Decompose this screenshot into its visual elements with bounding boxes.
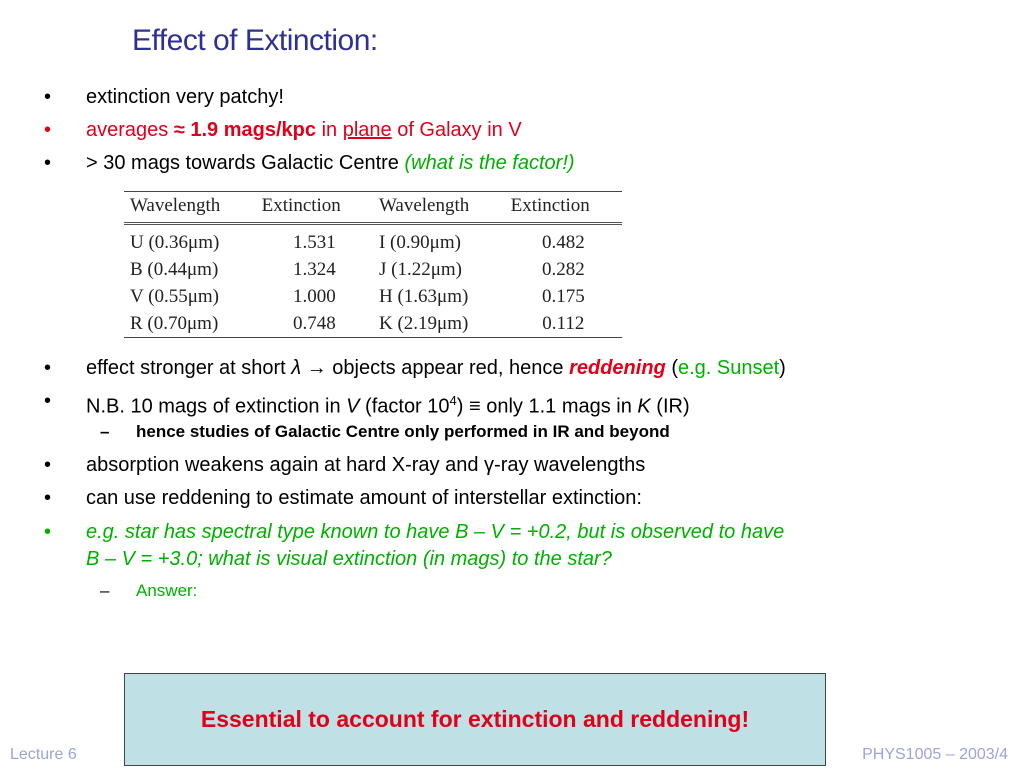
bullet-text	[86, 355, 786, 381]
bullet-text	[86, 117, 522, 143]
callout-text: Essential to account for extinction and reddening!	[200, 706, 750, 732]
extinction-table	[124, 191, 622, 338]
table-row	[124, 256, 622, 283]
lambda-symbol: λ	[291, 357, 302, 379]
footer-left: Lecture 6	[10, 746, 77, 763]
text-run: N.B. 10 mags of extinction in	[86, 395, 347, 418]
question-note: (what is the factor!)	[404, 152, 575, 174]
bullet-marker: •	[44, 86, 52, 108]
bullet-text: can use reddening to estimate amount of interstellar extinction:	[86, 487, 642, 509]
table-cell: J (1.22μm)	[378, 258, 462, 280]
exponent: 4	[449, 393, 457, 408]
v-band: V	[346, 395, 360, 418]
bullet-text: absorption weakens again at hard X-ray and γ-ray wavelengths	[86, 454, 646, 476]
k-band: K	[637, 395, 651, 418]
bullet-text	[86, 150, 575, 176]
table-cell: R (0.70μm)	[130, 312, 219, 334]
table-cell: 0.112	[542, 312, 585, 334]
text-run: ) ≡ only 1.1 mags in	[456, 395, 638, 418]
text-run: averages	[86, 119, 174, 141]
footer-right: PHYS1005 – 2003/4	[862, 746, 1008, 763]
table-row	[124, 283, 622, 310]
bullet-text: extinction very patchy!	[86, 86, 284, 108]
table-cell: 1.000	[292, 285, 336, 307]
table-cell: 0.748	[292, 312, 336, 334]
text-run: (	[665, 357, 678, 379]
table-cell: I (0.90μm)	[378, 231, 461, 253]
bullet-marker: •	[44, 454, 52, 476]
dash-marker: –	[100, 581, 110, 600]
bullet-text-line-1: e.g. star has spectral type known to have B – V = +0.2, but is observed to have	[86, 521, 785, 543]
table-row	[124, 310, 622, 338]
text-run: (IR)	[650, 395, 690, 418]
text-run: of Galaxy in V	[391, 119, 522, 141]
table-cell: 0.175	[541, 285, 585, 307]
table-cell: U (0.36μm)	[130, 231, 220, 253]
text-run: in	[316, 119, 343, 141]
arrow-icon: →	[301, 357, 333, 379]
dash-marker: –	[100, 422, 110, 441]
bullet-marker: •	[44, 521, 52, 543]
bullet-text-line-2: B – V = +3.0; what is visual extinction (in mags) to the star?	[86, 548, 612, 570]
table-cell: K (2.19μm)	[378, 312, 469, 334]
table-cell: 0.282	[541, 258, 585, 280]
bullet-text	[86, 388, 690, 420]
table-cell: 1.324	[292, 258, 336, 280]
table-row	[124, 224, 622, 257]
column-header: Extinction	[510, 195, 590, 216]
answer-label: Answer:	[136, 581, 198, 600]
callout-box	[124, 673, 826, 766]
reddening-term: reddening	[569, 357, 666, 379]
table-cell: V (0.55μm)	[130, 285, 219, 307]
column-header: Wavelength	[130, 195, 221, 216]
table-cell: 1.531	[292, 231, 336, 253]
text-run: )	[779, 357, 786, 379]
table-cell: 0.482	[541, 231, 585, 253]
column-header: Wavelength	[378, 195, 470, 216]
bullet-marker: •	[44, 119, 52, 141]
bullet-marker: •	[44, 390, 52, 412]
column-header: Extinction	[261, 195, 341, 216]
text-run: objects appear red, hence	[332, 357, 570, 379]
slide-title: Effect of Extinction:	[132, 24, 378, 57]
table-cell: H (1.63μm)	[378, 285, 469, 307]
text-run: effect stronger at short	[86, 357, 292, 379]
table-cell: B (0.44μm)	[130, 258, 219, 280]
text-run: (factor 10	[359, 395, 450, 418]
underlined-word: plane	[342, 119, 392, 141]
text-run: > 30 mags towards Galactic Centre	[86, 152, 405, 174]
bullet-marker: •	[44, 152, 52, 174]
table-header-row	[124, 192, 622, 224]
average-value: ≈ 1.9 mags/kpc	[173, 119, 317, 141]
bullet-marker: •	[44, 487, 52, 509]
sub-bullet-text: hence studies of Galactic Centre only performed in IR and beyond	[136, 422, 670, 441]
bullet-marker: •	[44, 357, 52, 379]
sunset-example: e.g. Sunset	[677, 357, 780, 379]
